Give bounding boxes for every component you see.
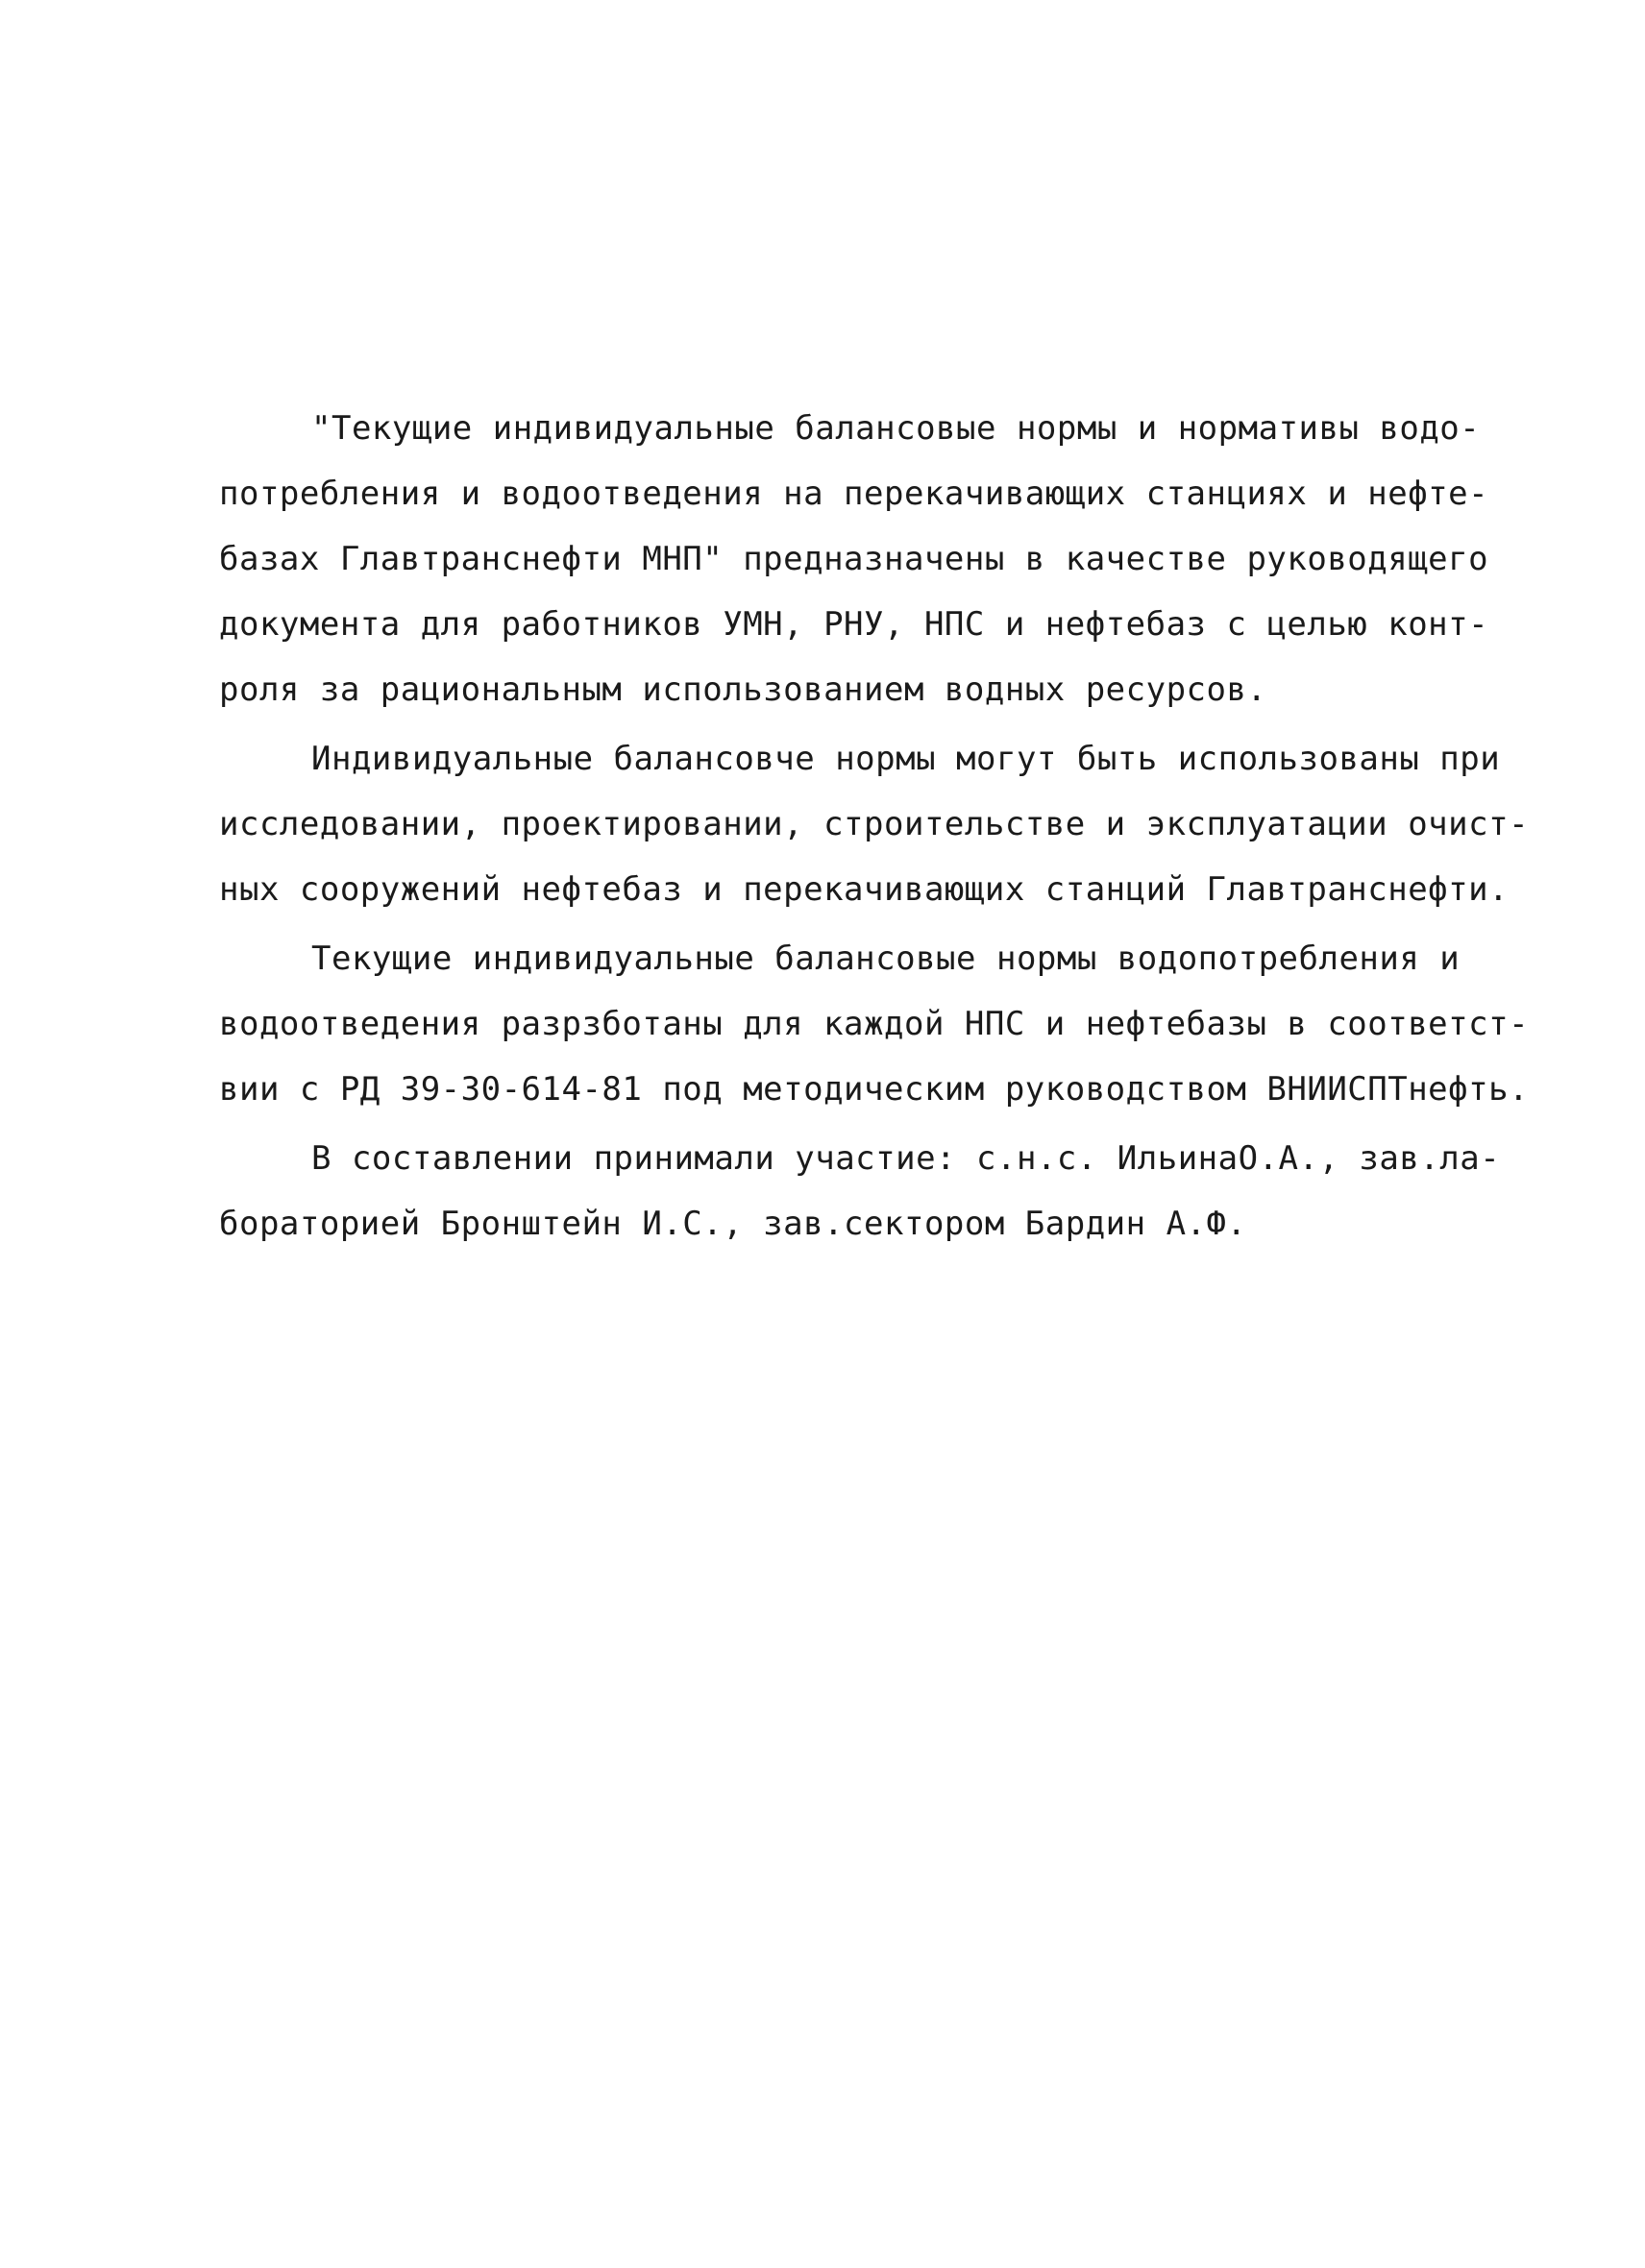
paragraph-development: [219, 926, 1530, 1122]
paragraph-line: потребления и водоотведения на перекачивающих станциях и нефте-: [219, 475, 1489, 513]
paragraph-line: исследовании, проектировании, строительстве и эксплуатации очист-: [219, 805, 1530, 843]
paragraph-line: Индивидуальные балансовче нормы могут быть использованы при: [311, 740, 1501, 778]
paragraph-contributors: [219, 1126, 1501, 1256]
paragraph-line: В составлении принимали участие: с.н.с. ИльинаО.А., зав.ла-: [311, 1139, 1501, 1178]
paragraph-line: базах Главтранснефти МНП" предназначены в качестве руководящего: [219, 540, 1489, 578]
document-body: [219, 396, 1530, 1256]
paragraph-usage: [219, 726, 1530, 922]
paragraph-line: документа для работников УМН, РНУ, НПС и нефтебаз с целью конт-: [219, 605, 1489, 644]
paragraph-line: вии с РД 39-30-614-81 под методическим руководством ВНИИСПТнефть.: [219, 1070, 1530, 1109]
paragraph-line: водоотведения разрзботаны для каждой НПС и нефтебазы в соответст-: [219, 1005, 1530, 1043]
paragraph-line: "Текущие индивидуальные балансовые нормы и нормативы водо-: [311, 409, 1481, 448]
paragraph-line: бораторией Бронштейн И.С., зав.сектором Бардин А.Ф.: [219, 1205, 1247, 1243]
paragraph-purpose: [219, 396, 1489, 722]
paragraph-line: ных сооружений нефтебаз и перекачивающих станций Главтранснефти.: [219, 870, 1510, 909]
paragraph-line: роля за рациональным использованием водных ресурсов.: [219, 671, 1267, 709]
paragraph-line: Текущие индивидуальные балансовые нормы водопотребления и: [311, 939, 1461, 978]
